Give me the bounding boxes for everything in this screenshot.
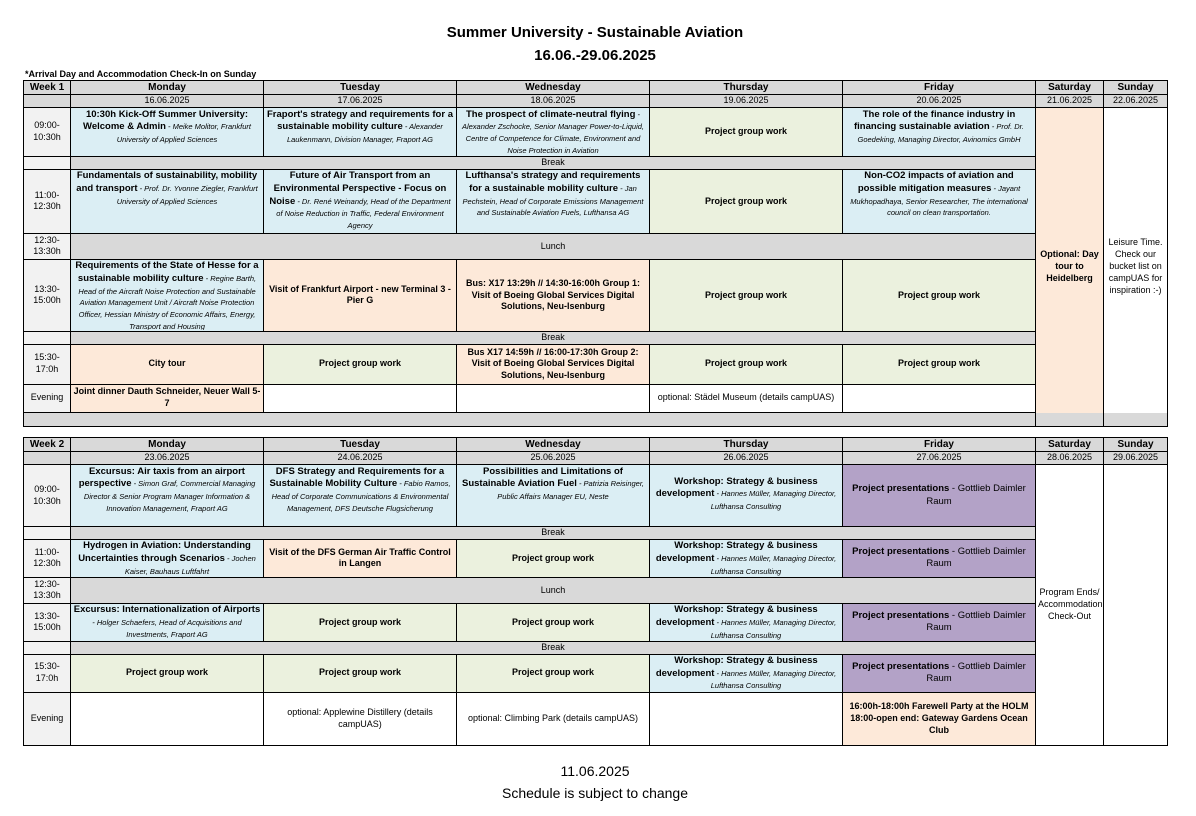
session-title: Project presentations <box>852 545 950 557</box>
project-work-cell: Project group work <box>457 603 650 641</box>
date-range: 16.06.-29.06.2025 <box>534 47 656 64</box>
evening-row <box>24 384 1168 412</box>
excursion-cell: City tour <box>71 344 264 384</box>
excursion-cell: Visit of the DFS German Air Traffic Control in Langen <box>264 539 457 577</box>
session-title: Possibilities and Limitations of Sustainable Aviation Fuel <box>461 465 623 490</box>
session-speaker: - Hannes Müller, Managing Director, Lufthansa Consulting <box>710 617 837 640</box>
time-blank <box>24 527 71 540</box>
saturday-activity: Program Ends/ Accommodation Check-Out <box>1036 465 1104 746</box>
date-blank <box>24 95 71 108</box>
day-sunday: Sunday <box>1104 438 1168 452</box>
presentation-cell <box>843 539 1036 577</box>
break-row <box>24 527 1168 540</box>
evening-cell: optional: Climbing Park (details campUAS) <box>457 692 650 745</box>
session-title: Workshop: Strategy & business development <box>655 540 818 564</box>
session-title: Excursus: Air taxis from an airport perspective <box>78 465 245 490</box>
session-cell <box>71 108 264 157</box>
slot-row <box>24 108 1168 157</box>
date-cell: 27.06.2025 <box>843 452 1036 465</box>
session-cell <box>71 465 264 527</box>
evening-cell <box>843 384 1036 412</box>
session-cell <box>71 259 264 331</box>
session-title: Fundamentals of sustainability, mobility and transport <box>76 170 258 194</box>
session-cell <box>843 108 1036 157</box>
time-cell: Evening <box>24 384 71 412</box>
session-speaker: - Hannes Müller, Managing Director, Lufthansa Consulting <box>710 553 837 576</box>
session-title: Workshop: Strategy & business development <box>655 655 818 679</box>
workshop-cell <box>650 654 843 692</box>
break-cell: Break <box>71 157 1036 170</box>
week-label: Week 1 <box>24 81 71 95</box>
session-speaker: - Meike Molitor, Frankfurt University of Applied Sciences <box>116 122 251 144</box>
break-row <box>24 157 1168 170</box>
date-cell: 18.06.2025 <box>457 95 650 108</box>
session-title: DFS Strategy and Requirements for a Sustainable Mobility Culture <box>269 465 445 490</box>
date-cell: 29.06.2025 <box>1104 452 1168 465</box>
project-work-cell: Project group work <box>457 539 650 577</box>
session-location: - Gottlieb Daimler Raum <box>926 483 1026 507</box>
session-speaker: - Jan Pechstein, Head of Corporate Emissions Management and Sustainable Aviation Fuels, Lufthansa AG <box>462 183 644 218</box>
session-speaker: - Dr. René Weinandy, Head of the Department of Noise Reduction in Traffic, Federal Environment Agency <box>276 196 451 230</box>
time-cell: 11:00-12:30h <box>24 169 71 233</box>
evening-cell: optional: Applewine Distillery (details campUAS) <box>264 692 457 745</box>
time-cell: 15:30-17:0h <box>24 654 71 692</box>
day-saturday: Saturday <box>1036 438 1104 452</box>
session-speaker: - Holger Schaefers, Head of Acquisitions and Investments, Fraport AG <box>92 617 242 639</box>
project-work-cell: Project group work <box>71 654 264 692</box>
presentation-cell <box>843 654 1036 692</box>
evening-cell <box>843 692 1036 745</box>
session-title: The prospect of climate-neutral flying <box>465 108 636 120</box>
time-blank <box>24 641 71 654</box>
evening-cell <box>457 384 650 412</box>
session-cell <box>457 169 650 233</box>
date-cell: 22.06.2025 <box>1104 95 1168 108</box>
time-cell: 12:30-13:30h <box>24 233 71 259</box>
day-friday: Friday <box>843 81 1036 95</box>
date-cell: 28.06.2025 <box>1036 452 1104 465</box>
arrival-note: *Arrival Day and Accommodation Check-In on Sunday <box>25 69 257 79</box>
date-row <box>24 452 1168 465</box>
break-cell: Break <box>71 641 1036 654</box>
slot-row <box>24 465 1168 527</box>
session-title: Non-CO2 impacts of aviation and possible mitigation measures <box>857 170 1014 194</box>
break-cell: Break <box>71 331 1036 344</box>
session-cell <box>457 465 650 527</box>
footer-disclaimer: Schedule is subject to change <box>501 785 688 801</box>
day-tuesday: Tuesday <box>264 81 457 95</box>
session-title: Requirements of the State of Hesse for a sustainable mobility culture <box>75 260 259 284</box>
session-speaker: - Prof. Dr. Yvonne Ziegler, Frankfurt University of Applied Sciences <box>116 183 258 206</box>
lunch-row <box>24 233 1168 259</box>
time-cell: 15:30-17:0h <box>24 344 71 384</box>
project-work-cell: Project group work <box>264 654 457 692</box>
date-cell: 20.06.2025 <box>843 95 1036 108</box>
session-title: Project presentations <box>852 660 950 672</box>
footer-date: 11.06.2025 <box>560 763 630 779</box>
session-cell <box>264 465 457 527</box>
session-cell <box>71 169 264 233</box>
day-tuesday: Tuesday <box>264 438 457 452</box>
session-location: - Gottlieb Daimler Raum <box>926 545 1026 570</box>
day-wednesday: Wednesday <box>457 81 650 95</box>
session-speaker: - Fabio Ramos, Head of Corporate Communications & Environmental Management, DFS Deutsche Flugsicherung <box>271 479 451 513</box>
day-header-row <box>24 81 1168 95</box>
session-title: Lufthansa's strategy and requirements for a sustainable mobility culture <box>465 170 641 194</box>
session-cell <box>457 108 650 157</box>
session-cell <box>264 108 457 157</box>
spacer-cell <box>24 412 1168 426</box>
day-wednesday: Wednesday <box>457 438 650 452</box>
session-speaker: - Prof. Dr. Goedeking, Managing Director, Avinomics GmbH <box>857 122 1024 144</box>
session-location: - Gottlieb Daimler Raum <box>926 660 1026 685</box>
date-cell: 26.06.2025 <box>650 452 843 465</box>
session-speaker: - Regine Barth, Head of the Aircraft Noise Protection and Sustainable Aviation Management Unit / Aircraft Noise Protection Officer, Hessian Ministry of Economic Affairs, Energy, Transport and Housing <box>78 273 257 331</box>
slot-row <box>24 603 1168 641</box>
day-thursday: Thursday <box>650 81 843 95</box>
break-row <box>24 641 1168 654</box>
week1-schedule-table <box>23 80 1168 427</box>
day-thursday: Thursday <box>650 438 843 452</box>
excursion-cell: Bus X17 14:59h // 16:00-17:30h Group 2: Visit of Boeing Global Services Digital Solutions, Neu-Isenburg <box>457 344 650 384</box>
project-work-cell: Project group work <box>650 344 843 384</box>
sunday-activity: Leisure Time. Check our bucket list on campUAS for inspiration :-) <box>1104 108 1168 427</box>
week-label: Week 2 <box>24 438 71 452</box>
session-speaker: - Hannes Müller, Managing Director, Lufthansa Consulting <box>710 489 837 511</box>
date-cell: 24.06.2025 <box>264 452 457 465</box>
date-cell: 16.06.2025 <box>71 95 264 108</box>
lunch-row <box>24 577 1168 603</box>
session-speaker: - Patrizia Reisinger, Public Affairs Manager EU, Neste <box>497 479 644 501</box>
time-cell: Evening <box>24 692 71 745</box>
time-cell: 13:30-15:00h <box>24 603 71 641</box>
project-work-cell: Project group work <box>843 344 1036 384</box>
excursion-cell: Visit of Frankfurt Airport - new Terminal 3 - Pier G <box>264 259 457 331</box>
session-location: - Gottlieb Daimler Raum <box>926 609 1026 634</box>
session-cell <box>264 169 457 233</box>
slot-row <box>24 654 1168 692</box>
time-cell: 09:00-10:30h <box>24 465 71 527</box>
day-header-row <box>24 438 1168 452</box>
farewell-party: 16:00h-18:00h Farewell Party at the HOLM <box>849 701 1029 711</box>
day-monday: Monday <box>71 438 264 452</box>
session-speaker: - Simon Graf, Commercial Managing Director & Senior Program Manager Information & Innovation Management, Fraport AG <box>83 479 256 513</box>
date-cell: 17.06.2025 <box>264 95 457 108</box>
presentation-cell <box>843 603 1036 641</box>
project-work-cell: Project group work <box>650 108 843 157</box>
session-cell <box>843 169 1036 233</box>
project-work-cell: Project group work <box>650 259 843 331</box>
date-cell: 25.06.2025 <box>457 452 650 465</box>
session-speaker: - Hannes Müller, Managing Director, Lufthansa Consulting <box>710 668 837 691</box>
project-work-cell: Project group work <box>843 259 1036 331</box>
day-friday: Friday <box>843 438 1036 452</box>
project-work-cell: Project group work <box>264 344 457 384</box>
sunday-activity <box>1104 465 1168 746</box>
workshop-cell <box>650 603 843 641</box>
date-cell: 23.06.2025 <box>71 452 264 465</box>
evening-row <box>24 692 1168 745</box>
page-title: Summer University - Sustainable Aviation <box>446 24 744 41</box>
session-cell <box>71 539 264 577</box>
time-cell: 09:00-10:30h <box>24 108 71 157</box>
spacer-row <box>24 412 1168 426</box>
evening-cell: Joint dinner Dauth Schneider, Neuer Wall 5-7 <box>71 384 264 412</box>
time-blank <box>24 157 71 170</box>
session-title: 10:30h Kick-Off Summer University: Welcome & Admin <box>83 108 249 133</box>
session-title: Future of Air Transport from an Environmental Perspective - Focus on Noise <box>269 170 447 207</box>
slot-row <box>24 344 1168 384</box>
time-blank <box>24 331 71 344</box>
session-title: Hydrogen in Aviation: Understanding Uncertainties through Scenarios <box>78 540 251 564</box>
saturday-activity: Optional: Day tour to Heidelberg <box>1036 108 1104 427</box>
time-cell: 13:30-15:00h <box>24 259 71 331</box>
session-cell <box>71 603 264 641</box>
break-row <box>24 331 1168 344</box>
session-title: Workshop: Strategy & business development <box>655 475 818 500</box>
session-speaker: - Alexander Laukenmann, Division Manager, Fraport AG <box>286 122 443 144</box>
project-work-cell: Project group work <box>457 654 650 692</box>
session-title: Excursus: Internationalization of Airports <box>73 604 261 616</box>
slot-row <box>24 259 1168 331</box>
day-monday: Monday <box>71 81 264 95</box>
workshop-cell <box>650 539 843 577</box>
lunch-cell: Lunch <box>71 233 1036 259</box>
evening-cell: optional: Städel Museum (details campUAS) <box>650 384 843 412</box>
session-speaker: - Alexander Zschocke, Senior Manager Power-to-Liquid, Centre of Competence for Climate, Environment and Noise Protection in Aviation <box>461 109 645 155</box>
evening-cell <box>264 384 457 412</box>
day-saturday: Saturday <box>1036 81 1104 95</box>
day-sunday: Sunday <box>1104 81 1168 95</box>
date-blank <box>24 452 71 465</box>
date-cell: 21.06.2025 <box>1036 95 1104 108</box>
excursion-cell: Bus: X17 13:29h // 14:30-16:00h Group 1: Visit of Boeing Global Services Digital Solutions, Neu-Isenburg <box>457 259 650 331</box>
lunch-cell: Lunch <box>71 577 1036 603</box>
session-speaker: - Jochen Kaiser, Bauhaus Luftfahrt <box>124 553 256 576</box>
project-work-cell: Project group work <box>650 169 843 233</box>
workshop-cell <box>650 465 843 527</box>
time-cell: 12:30-13:30h <box>24 577 71 603</box>
session-title: The role of the finance industry in financing sustainable aviation <box>854 108 1016 133</box>
evening-cell <box>71 692 264 745</box>
project-work-cell: Project group work <box>264 603 457 641</box>
presentation-cell <box>843 465 1036 527</box>
closing-event: 18:00-open end: Gateway Gardens Ocean Club <box>850 712 1028 735</box>
slot-row <box>24 539 1168 577</box>
break-cell: Break <box>71 527 1036 540</box>
slot-row <box>24 169 1168 233</box>
date-row <box>24 95 1168 108</box>
session-title: Workshop: Strategy & business development <box>655 604 818 628</box>
time-cell: 11:00-12:30h <box>24 539 71 577</box>
date-cell: 19.06.2025 <box>650 95 843 108</box>
session-speaker: - Jayant Mukhopadhaya, Senior Researcher, The international council on clean transportation. <box>850 183 1028 218</box>
week2-schedule-table <box>23 437 1168 746</box>
session-title: Fraport's strategy and requirements for a sustainable mobility culture <box>267 108 453 133</box>
evening-cell <box>650 692 843 745</box>
session-title: Project presentations <box>852 609 950 621</box>
session-title: Project presentations <box>852 483 950 495</box>
